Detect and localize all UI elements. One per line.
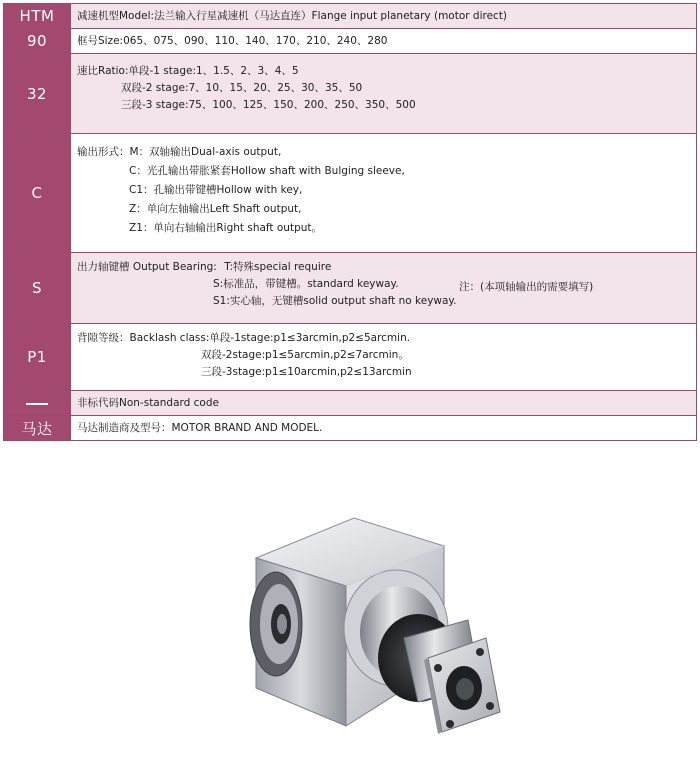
output-line-2: C：光孔输出带胀紧套Hollow shaft with Bulging sleeve, [129,165,405,177]
size-line: 框号Size:065、075、090、110、140、170、210、240、280 [77,34,388,47]
bearing-note: 注：(本项轴输出的需要填写) [459,281,594,293]
desc-motor [71,416,697,441]
ratio-line-1: 速比Ratio:单段-1 stage:1、1.5、2、3、4、5 [77,65,299,77]
model-line: 减速机型Model:法兰输入行星减速机（马达直连）Flange input planetary (motor direct) [77,9,508,22]
code-htm: HTM [4,4,71,29]
row-bearing [4,253,697,324]
output-line-5: Z1：单向右轴输出Right shaft output。 [129,222,323,234]
desc-backlash [71,324,697,391]
row-nonstandard [4,391,697,416]
ratio-line-2: 双段-2 stage:7、10、15、20、25、30、35、50 [121,82,363,94]
bearing-option-s: S:标准品，带键槽。standard keyway. [213,278,399,290]
row-motor [4,416,697,441]
desc-model [71,4,697,29]
backlash-line-2: 双段-2stage:p1≤5arcmin,p2≤7arcmin。 [201,349,409,361]
row-output [4,134,697,253]
code-32: 32 [4,54,71,134]
bearing-option-s1: S1:实心轴，无键槽solid output shaft no keyway. [213,295,457,307]
code-s: S [4,253,71,324]
code-90: 90 [4,29,71,54]
desc-output [71,134,697,253]
desc-bearing [71,253,697,324]
nonstandard-line: 非标代码Non-standard code [77,396,219,409]
spec-table [3,3,697,441]
bearing-line-1 [77,259,696,276]
dash-icon [26,403,48,405]
row-ratio [4,54,697,134]
code-c: C [4,134,71,253]
output-line-4: Z：单向左轴输出Left Shaft output, [129,203,302,215]
backlash-line-3: 三段-3stage:p1≤10arcmin,p2≤13arcmin [201,366,412,378]
row-model [4,4,697,29]
row-backlash [4,324,697,391]
backlash-line-1: 背隙等级：Backlash class:单段-1stage:p1≤3arcmin,p2≤5arcmin. [77,332,411,344]
code-dash [4,391,71,416]
row-size [4,29,697,54]
desc-ratio [71,54,697,134]
output-line-3: C1：孔输出带键槽Hollow with key, [129,184,303,196]
right-angle-planetary-gearbox-photo [228,488,508,758]
motor-line: 马达制造商及型号：MOTOR BRAND AND MODEL. [77,421,323,434]
code-motor: 马达 [4,416,71,441]
bearing-label: 出力轴键槽 Output Bearing: [77,261,217,273]
ratio-line-3: 三段-3 stage:75、100、125、150、200、250、350、500 [121,99,416,111]
desc-nonstandard [71,391,697,416]
code-p1: P1 [4,324,71,391]
bearing-option-t: T:特殊special require [224,261,332,273]
desc-size [71,29,697,54]
output-line-1: 输出形式：M：双轴输出Dual-axis output, [77,146,282,158]
